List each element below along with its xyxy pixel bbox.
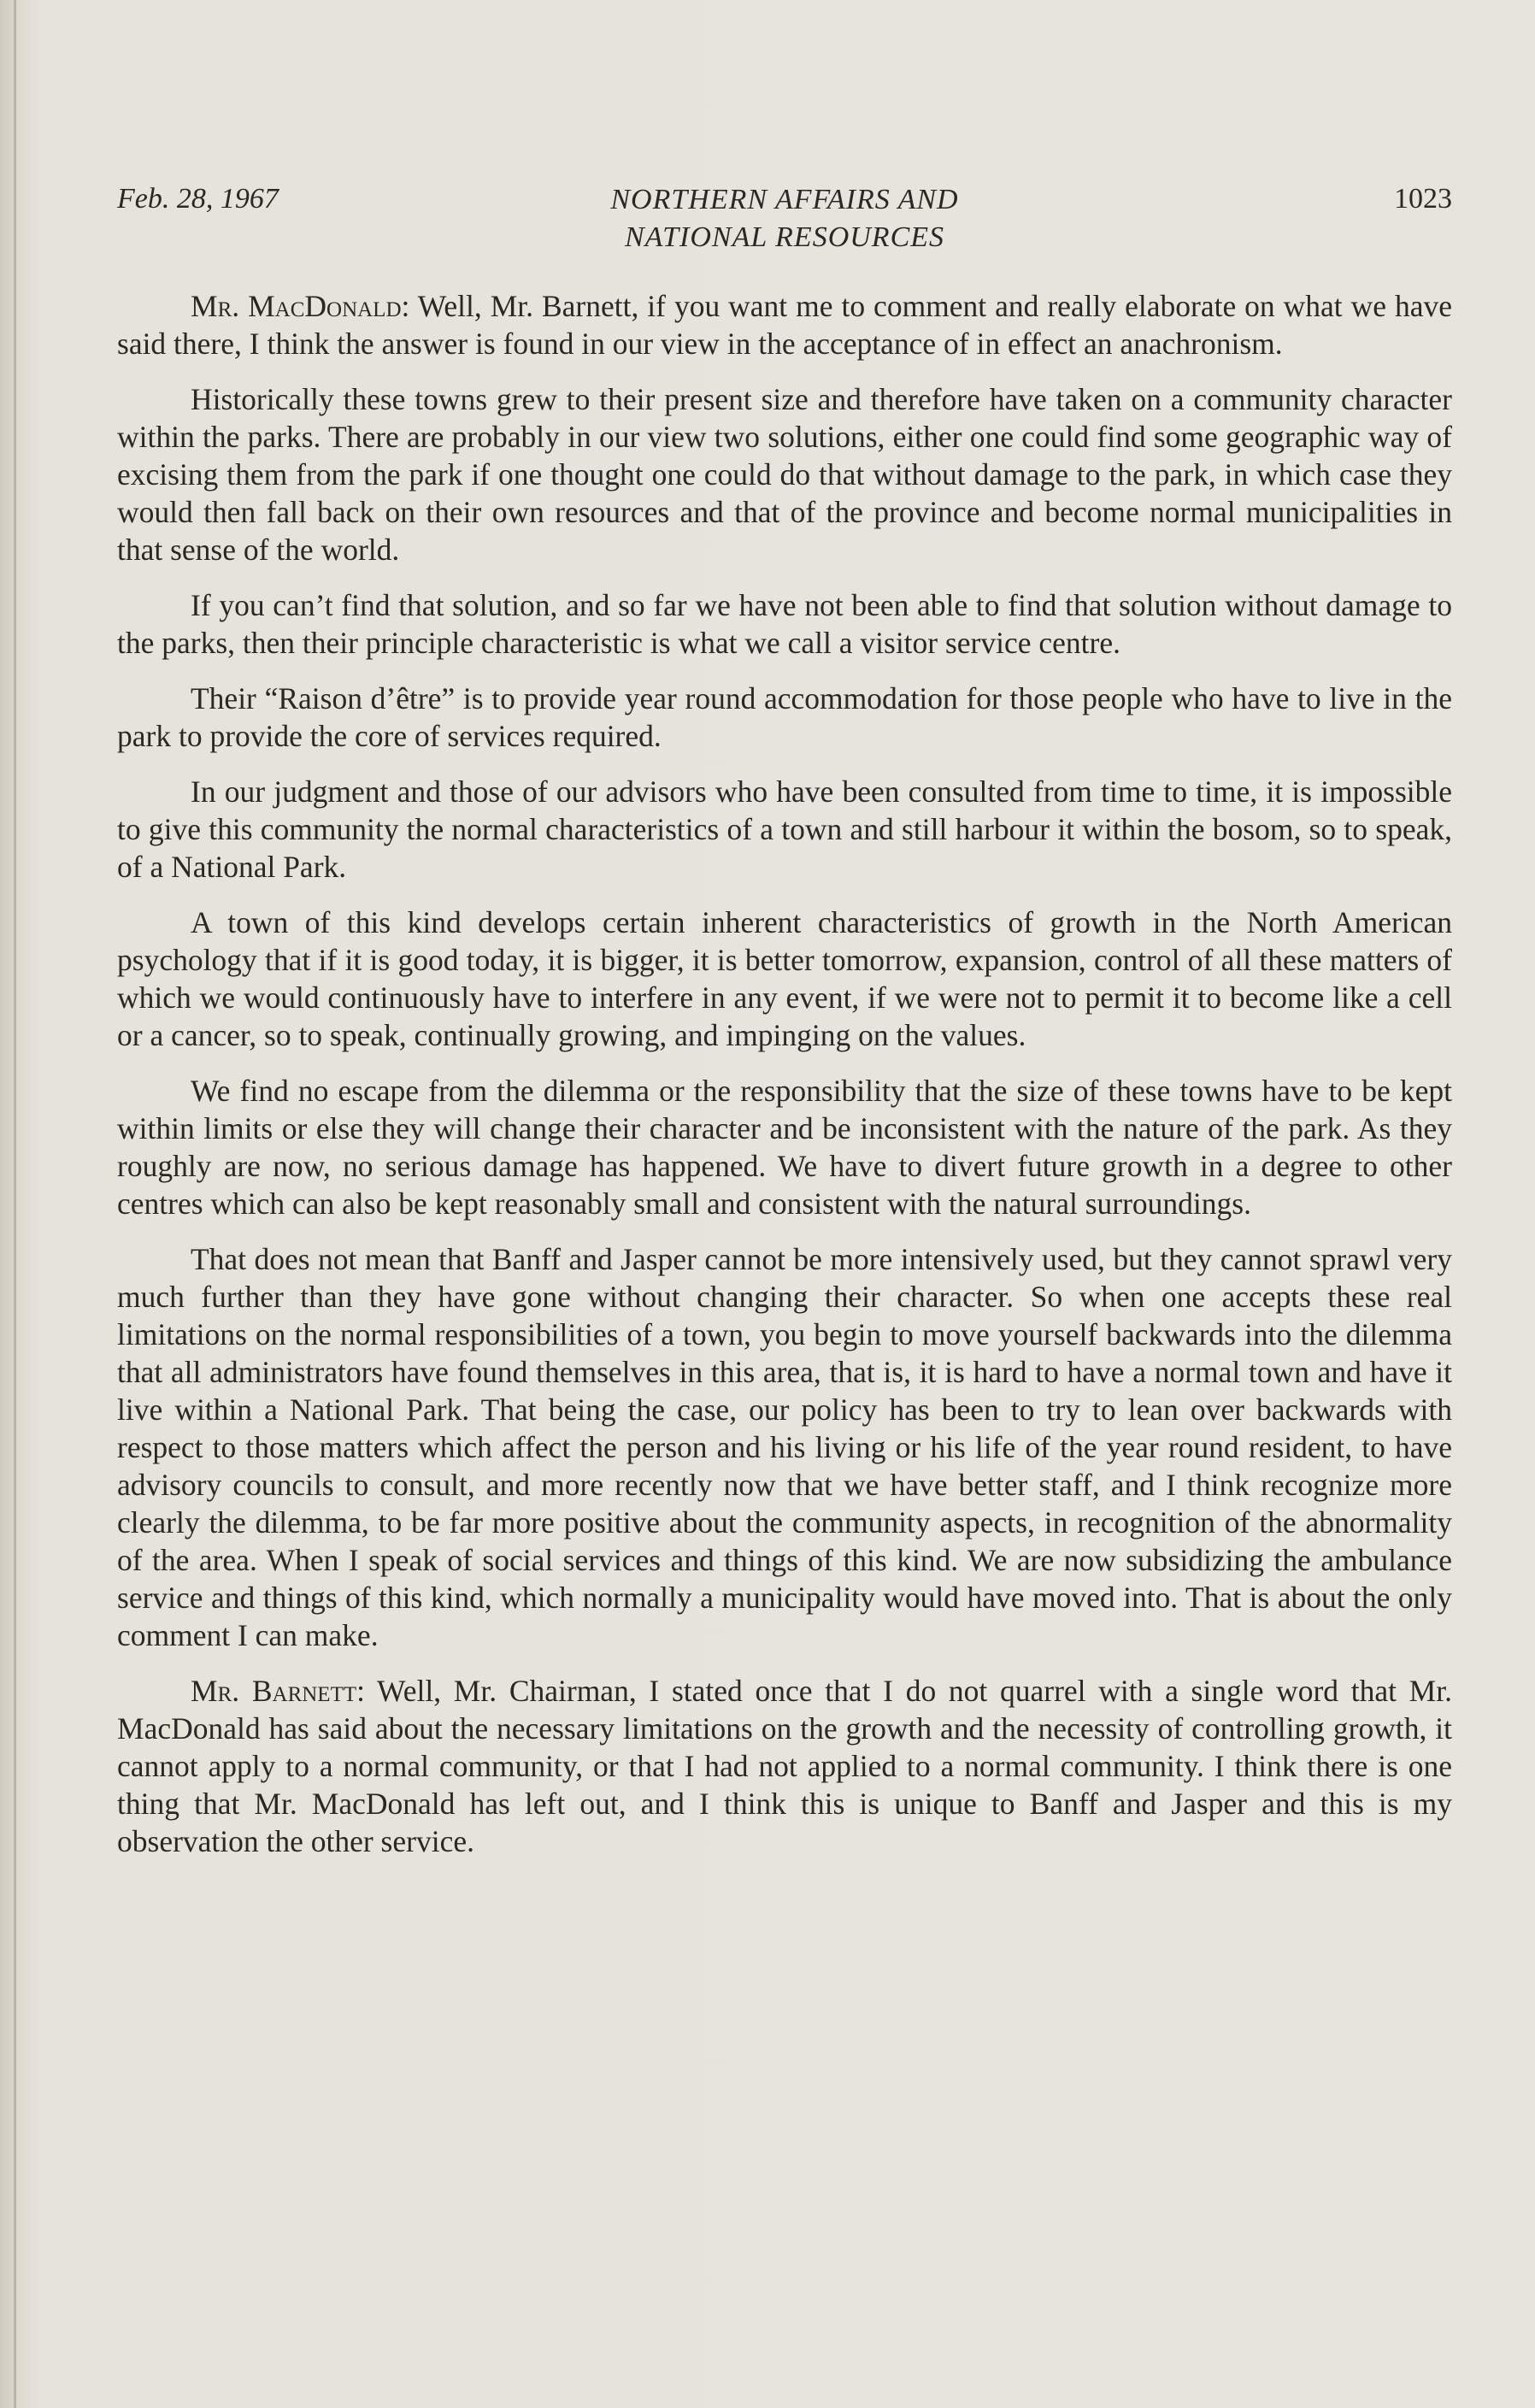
paragraph — [117, 1672, 1452, 1860]
speaker-name: Mr. Barnett: — [191, 1674, 365, 1708]
paragraph-text: Well, Mr. Barnett, if you want me to comment and really elaborate on what we have said there, I think the answer is found in our view in the acceptance of in effect an anachronism. — [117, 289, 1452, 361]
paragraph-text: That does not mean that Banff and Jasper cannot be more intensively used, but they cannot sprawl very much further than they have gone without changing their character. So when one accepts these real limitations on the normal responsibilities of a town, you begin to move yourself backwards into the dilemma that all administrators have found themselves in this area, that is, it is hard to have a normal town and have it live within a National Park. That being the case, our policy has been to try to lean over backwards with respect to those matters which affect the person and his living or his life of the year round resident, to have advisory councils to consult, and more recently now that we have better staff, and I think recognize more clearly the dilemma, to be far more positive about the community aspects, in recognition of the abnormality of the area. When I speak of social services and things of this kind. We are now subsidizing the ambulance service and things of this kind, which normally a municipality would have moved into. That is about the only comment I can make. — [117, 1242, 1452, 1652]
paragraph-text: A town of this kind develops certain inherent characteristics of growth in the North American psychology that if it is good today, it is bigger, it is better tomorrow, expansion, control of all these matters of which we would continuously have to interfere in any event, if we were not to permit it to become like a cell or a cancer, so to speak, continually growing, and impinging on the values. — [117, 905, 1452, 1052]
page-number: 1023 — [1394, 183, 1452, 215]
paragraph-text: If you can’t find that solution, and so far we have not been able to find that solution without damage to the parks, then their principle characteristic is what we call a visitor service centre. — [117, 588, 1452, 660]
header-title-line-2: NATIONAL RESOURCES — [624, 221, 945, 253]
paragraph-text: In our judgment and those of our advisors who have been consulted from time to time, it is impossible to give this community the normal characteristics of a town and still harbour it within the bosom, so to speak, of a National Park. — [117, 774, 1452, 884]
paragraph — [117, 904, 1452, 1054]
paragraph — [117, 586, 1452, 662]
header-title — [117, 181, 1452, 256]
paragraph-text: Their “Raison d’être” is to provide year round accommodation for those people who have to live in the park to provide the core of services required. — [117, 681, 1452, 753]
page-header — [117, 181, 1452, 258]
paragraph — [117, 773, 1452, 886]
header-title-line-1: NORTHERN AFFAIRS AND — [610, 184, 959, 215]
paragraph-text: Well, Mr. Chairman, I stated once that I do not quarrel with a single word that Mr. MacDonald has said about the necessary limitations on the growth and the necessity of controlling growth, it cannot apply to a normal community, or that I had not applied to a normal community. I think there is one thing that Mr. MacDonald has left out, and I think this is unique to Banff and Jasper and this is my observation the other service. — [117, 1674, 1452, 1858]
header-date: Feb. 28, 1967 — [117, 183, 279, 215]
paragraph-text: We find no escape from the dilemma or the responsibility that the size of these towns have to be kept within limits or else they will change their character and be inconsistent with the nature of the park. As they roughly are now, no serious damage has happened. We have to divert future growth in a degree to other centres which can also be kept reasonably small and consistent with the natural surroundings. — [117, 1074, 1452, 1221]
paragraph — [117, 287, 1452, 362]
speaker-name: Mr. MacDonald: — [191, 289, 410, 323]
paragraph — [117, 1240, 1452, 1654]
paragraph-text: Historically these towns grew to their present size and therefore have taken on a community character within the parks. There are probably in our view two solutions, either one could find some geographic way of excising them from the park if one thought one could do that without damage to the park, in which case they would then fall back on their own resources and that of the province and become normal municipalities in that sense of the world. — [117, 382, 1452, 567]
paragraph — [117, 1072, 1452, 1222]
binding-edge — [14, 0, 16, 2408]
paragraph — [117, 680, 1452, 755]
document-body — [117, 287, 1452, 1878]
paragraph — [117, 380, 1452, 568]
